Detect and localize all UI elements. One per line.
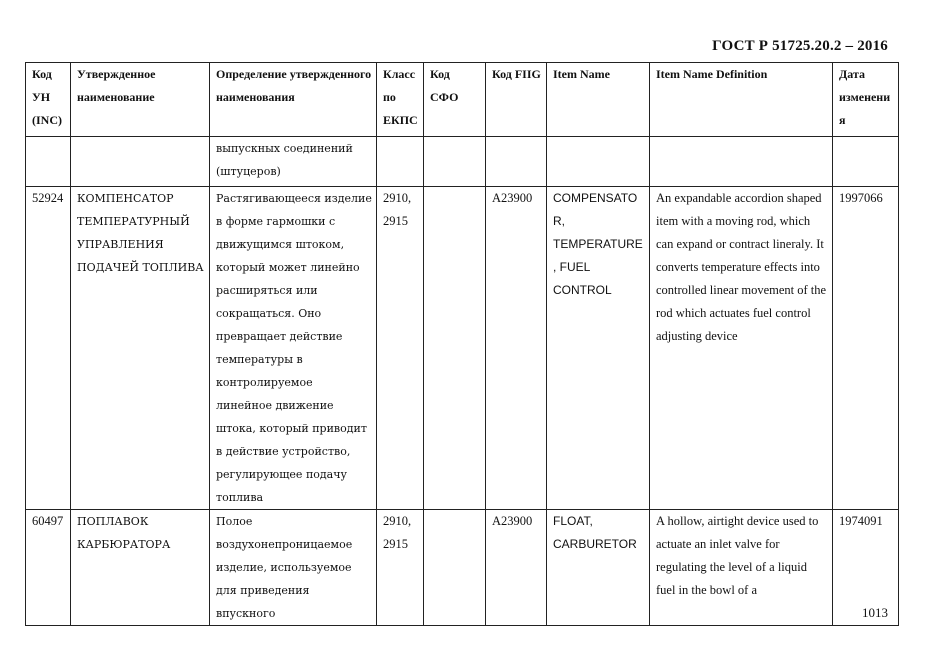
cell-sfo [424,187,486,510]
cell-item-definition [650,137,833,187]
cell-date: 1997066 [833,187,899,510]
table-header-row [26,63,899,137]
cell-name [71,137,210,187]
table-row [26,187,899,510]
cell-fiig: A23900 [486,510,547,626]
cell-definition: Полое воздухонепроницаемое изделие, используемое для приведения впускного [210,510,377,626]
col-header-item-definition: Item Name Definition [650,63,833,137]
cell-sfo [424,137,486,187]
cell-inc: 52924 [26,187,71,510]
cell-fiig: A23900 [486,187,547,510]
catalog-table [25,62,899,626]
col-header-definition: Определение утвержденного наименования [210,63,377,137]
cell-inc [26,137,71,187]
col-header-date: Дата изменения [833,63,899,137]
cell-fiig [486,137,547,187]
col-header-name: Утвержденное наименование [71,63,210,137]
cell-item-definition: A hollow, airtight device used to actuate an inlet valve for regulating the level of a liquid fuel in the bowl of a [650,510,833,626]
cell-date [833,137,899,187]
col-header-inc: Код УН (INC) [26,63,71,137]
col-header-ekps: Класс по ЕКПС [377,63,424,137]
standard-title: ГОСТ Р 51725.20.2 – 2016 [712,38,888,54]
cell-inc: 60497 [26,510,71,626]
cell-item-name: FLOAT, CARBURETOR [547,510,650,626]
cell-name: ПОПЛАВОК КАРБЮРАТОРА [71,510,210,626]
table-row [26,510,899,626]
cell-item-definition: An expandable accordion shaped item with a moving rod, which can expand or contract lineraly. It converts temperature effects into controlled linear movement of the rod which actuates fuel control adjusting device [650,187,833,510]
col-header-fiig: Код FIIG [486,63,547,137]
cell-item-name [547,137,650,187]
table-row [26,137,899,187]
cell-definition: выпускных соединений (штуцеров) [210,137,377,187]
cell-ekps [377,137,424,187]
cell-ekps: 2910, 2915 [377,187,424,510]
col-header-item-name: Item Name [547,63,650,137]
cell-ekps: 2910, 2915 [377,510,424,626]
cell-sfo [424,510,486,626]
cell-definition: Растягивающееся изделие в форме гармошки с движущимся штоком, который может линейно расширяться или сокращаться. Оно превращает действие температуры в контролируемое линейное движение штока, который приводит в действие устройство, регулирующее подачу топлива [210,187,377,510]
cell-item-name: COMPENSATOR, TEMPERATURE, FUEL CONTROL [547,187,650,510]
cell-date: 1974091 [833,510,899,626]
cell-name: КОМПЕНСАТОР ТЕМПЕРАТУРНЫЙ УПРАВЛЕНИЯ ПОДАЧЕЙ ТОПЛИВА [71,187,210,510]
col-header-sfo: Код СФО [424,63,486,137]
page-number: 1013 [862,605,888,620]
